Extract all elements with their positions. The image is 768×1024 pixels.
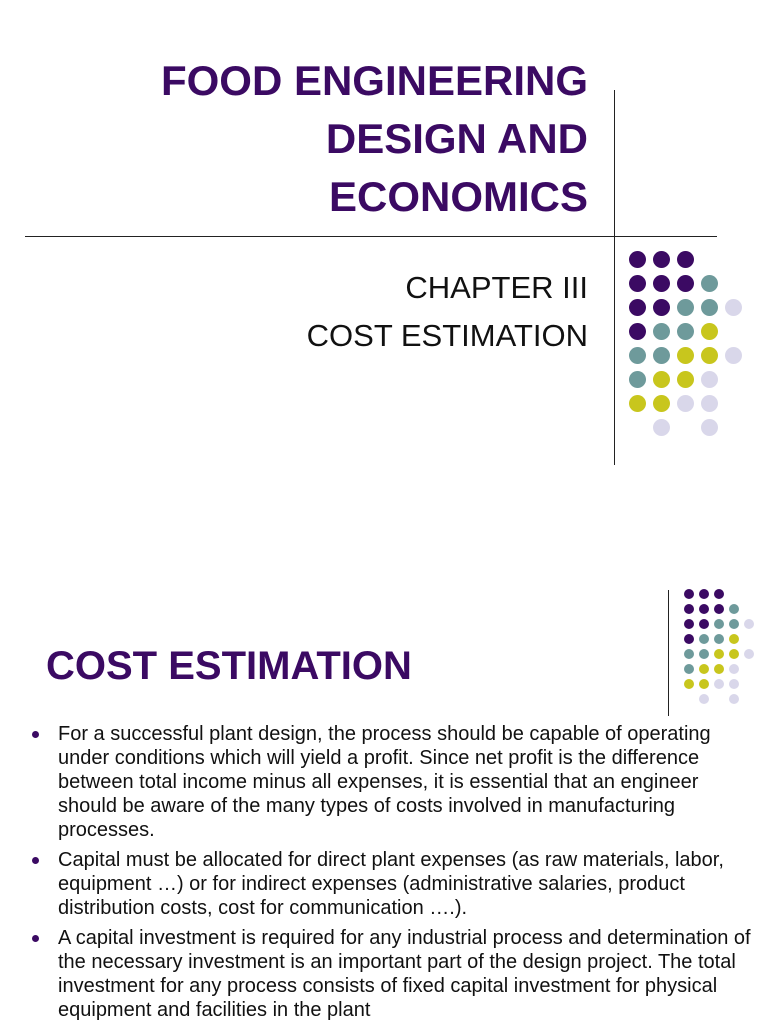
teal-dot <box>701 275 718 292</box>
teal-dot <box>699 634 709 644</box>
purple-dot <box>714 604 724 614</box>
subtitle-topic: COST ESTIMATION <box>306 318 588 353</box>
bullet-list <box>30 722 762 1024</box>
teal-dot <box>653 323 670 340</box>
vertical-divider-small <box>668 590 669 716</box>
teal-dot <box>701 299 718 316</box>
yellow-dot <box>653 371 670 388</box>
purple-dot <box>653 251 670 268</box>
bullet-item <box>30 926 762 1022</box>
bullet-text: For a successful plant design, the process should be capable of operating under conditions which will yield a profit. Since net profit is the difference between total income minus all expenses, it is essential that an engineer should be aware of the many types of costs involved in manufacturing processes. <box>58 723 711 841</box>
lavender-dot <box>701 395 718 412</box>
purple-dot <box>684 634 694 644</box>
purple-dot <box>629 275 646 292</box>
purple-dot <box>629 299 646 316</box>
yellow-dot <box>699 664 709 674</box>
lavender-dot <box>729 679 739 689</box>
lavender-dot <box>744 619 754 629</box>
vertical-divider <box>614 90 615 465</box>
yellow-dot <box>701 323 718 340</box>
yellow-dot <box>677 347 694 364</box>
purple-dot <box>629 251 646 268</box>
yellow-dot <box>699 679 709 689</box>
lavender-dot <box>714 679 724 689</box>
content-slide <box>0 560 768 1024</box>
title-line-3: ECONOMICS <box>328 173 588 220</box>
yellow-dot <box>714 664 724 674</box>
teal-dot <box>629 371 646 388</box>
lavender-dot <box>725 347 742 364</box>
yellow-dot <box>701 347 718 364</box>
bullet-text: Capital must be allocated for direct plant expenses (as raw materials, labor, equipment …) or for indirect expenses (administrative salaries, product distribution costs, cost for communication ….). <box>58 849 724 919</box>
lavender-dot <box>729 694 739 704</box>
teal-dot <box>653 347 670 364</box>
bullet-item <box>30 848 762 920</box>
purple-dot <box>629 323 646 340</box>
teal-dot <box>729 619 739 629</box>
purple-dot <box>699 619 709 629</box>
teal-dot <box>677 299 694 316</box>
bullet-dot-icon <box>32 731 39 738</box>
teal-dot <box>684 664 694 674</box>
teal-dot <box>677 323 694 340</box>
yellow-dot <box>653 395 670 412</box>
teal-dot <box>629 347 646 364</box>
lavender-dot <box>699 694 709 704</box>
bullet-dot-icon <box>32 935 39 942</box>
teal-dot <box>684 649 694 659</box>
lavender-dot <box>677 395 694 412</box>
title-line-2: DESIGN AND <box>325 115 588 162</box>
yellow-dot <box>684 679 694 689</box>
subtitle-chapter: CHAPTER III <box>405 270 588 305</box>
lavender-dot <box>725 299 742 316</box>
teal-dot <box>729 604 739 614</box>
teal-dot <box>714 619 724 629</box>
purple-dot <box>677 251 694 268</box>
lavender-dot <box>701 371 718 388</box>
slide-title <box>161 52 588 226</box>
lavender-dot <box>653 419 670 436</box>
purple-dot <box>684 604 694 614</box>
title-line-1: FOOD ENGINEERING <box>160 57 588 104</box>
bullet-dot-icon <box>32 857 39 864</box>
purple-dot <box>653 275 670 292</box>
teal-dot <box>714 634 724 644</box>
purple-dot <box>684 619 694 629</box>
yellow-dot <box>677 371 694 388</box>
yellow-dot <box>729 634 739 644</box>
purple-dot <box>677 275 694 292</box>
bullet-text: A capital investment is required for any industrial process and determination of the necessary investment is an important part of the design project. The total investment for any process consists of fixed capital investment for physical equipment and facilities in the plant <box>58 927 751 1021</box>
slide-subtitle <box>307 264 588 360</box>
purple-dot <box>653 299 670 316</box>
yellow-dot <box>629 395 646 412</box>
bullet-item <box>30 722 762 842</box>
purple-dot <box>714 589 724 599</box>
lavender-dot <box>729 664 739 674</box>
purple-dot <box>699 604 709 614</box>
teal-dot <box>699 649 709 659</box>
section-title: COST ESTIMATION <box>46 644 412 688</box>
purple-dot <box>684 589 694 599</box>
purple-dot <box>699 589 709 599</box>
lavender-dot <box>744 649 754 659</box>
lavender-dot <box>701 419 718 436</box>
yellow-dot <box>714 649 724 659</box>
yellow-dot <box>729 649 739 659</box>
